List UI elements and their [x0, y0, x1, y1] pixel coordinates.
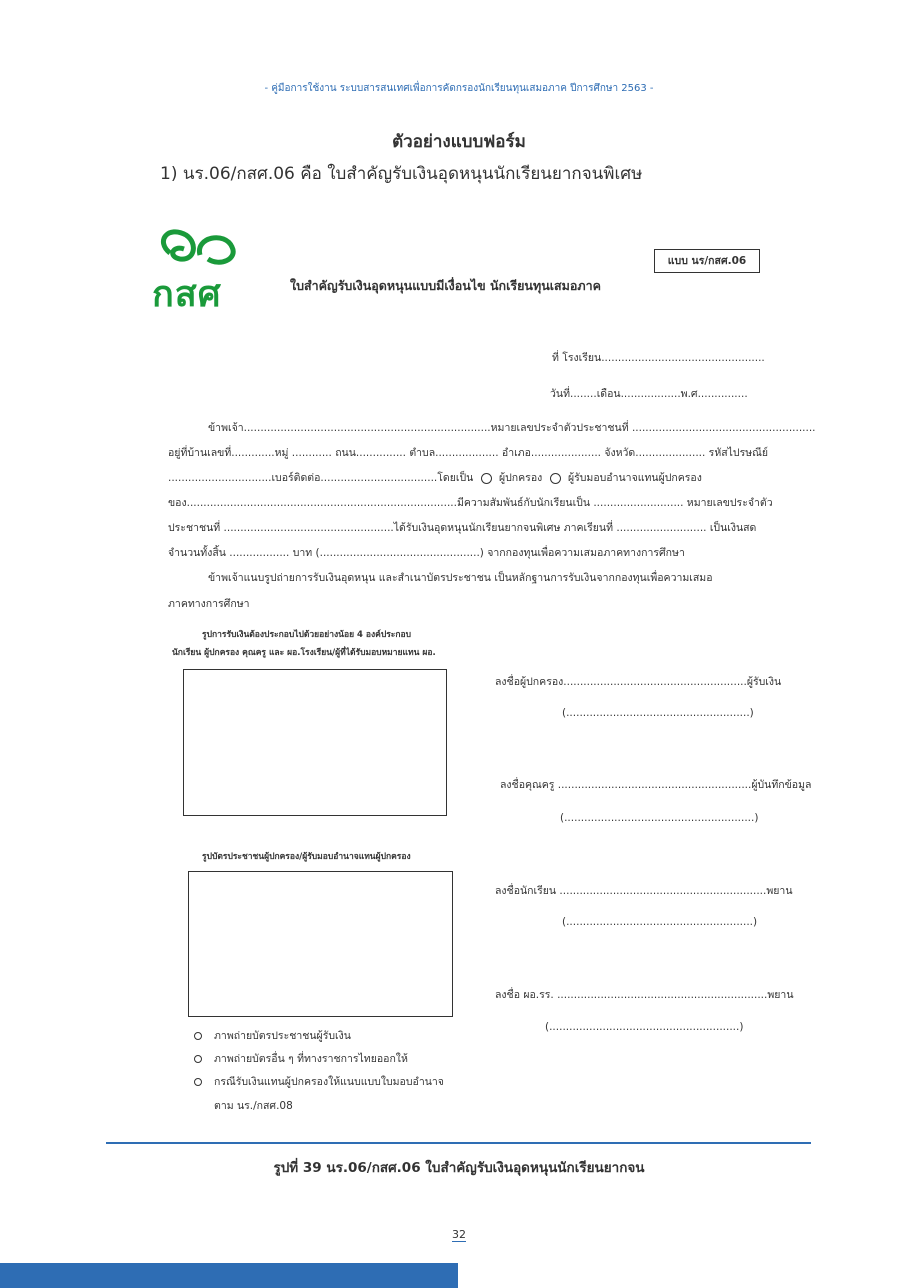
- signature-teacher: ลงชื่อคุณครู ..........................................................ผู้บันทึกข้อมูล: [500, 779, 812, 791]
- id-card-caption: รูปบัตรประชาชนผู้ปกครอง/ผู้รับมอบอำนาจแทนผู้ปกครอง: [202, 852, 411, 862]
- body-line: ประชาชนที่ ...................................................ได้รับเงินอุดหนุนนักเรียนยากจนพิเศษ ภาคเรียนที่ ........................... เป็นเงินสด: [168, 522, 757, 534]
- body-line: อยู่ที่บ้านเลขที่.............หมู่ ............ ถนน............... ตำบล................... อำเภอ..................... จังหวัด..................... รหัสไปรษณีย์: [168, 447, 769, 459]
- section-subtitle: 1) นร.06/กสศ.06 คือ ใบสำคัญรับเงินอุดหนุนนักเรียนยากจนพิเศษ: [160, 164, 643, 184]
- id-card-placeholder-box: [188, 871, 453, 1017]
- school-line: ที่ โรงเรียน.................................................: [552, 352, 765, 364]
- checklist-item: [194, 1027, 351, 1044]
- body-line: จำนวนทั้งสิ้น .................. บาท (................................................) จากกองทุนเพื่อความเสมอภาคทางการศึกษา: [168, 547, 685, 559]
- body-line-text: ...............................เบอร์ติดต่อ...................................โดยเป็น: [168, 472, 474, 484]
- footer-bar: [0, 1263, 458, 1288]
- option-proxy-label: ผู้รับมอบอำนาจแทนผู้ปกครอง: [567, 472, 702, 484]
- bullet-circle-icon: [194, 1032, 202, 1040]
- body-line: ภาคทางการศึกษา: [168, 598, 250, 610]
- running-header: - คู่มือการใช้งาน ระบบสารสนเทศเพื่อการคัดกรองนักเรียนทุนเสมอภาค ปีการศึกษา 2563 -: [264, 83, 654, 94]
- figure-rule: [106, 1142, 811, 1144]
- signature-director: ลงชื่อ ผอ.รร. ...............................................................พยาน: [495, 989, 794, 1001]
- page-number-text: 32: [452, 1228, 466, 1241]
- signature-name-paren: (.........................................................): [545, 1021, 744, 1033]
- date-line: วันที่........เดือน..................พ.ศ...............: [550, 388, 748, 400]
- page-number: [0, 1228, 918, 1241]
- form-code-box: แบบ นร/กสศ.06: [654, 249, 760, 273]
- signature-name-paren: (........................................................): [562, 916, 758, 928]
- body-line: ข้าพเจ้า..........................................................................หมายเลขประจำตัวประชาชนที่ .......................................................: [208, 422, 816, 434]
- signature-guardian: ลงชื่อผู้ปกครอง.......................................................ผู้รับเงิน: [495, 676, 782, 688]
- bullet-circle-icon: [194, 1055, 202, 1063]
- photo-placeholder-box: [183, 669, 447, 816]
- photo-caption: นักเรียน ผู้ปกครอง คุณครู และ ผอ.โรงเรียน/ผู้ที่ได้รับมอบหมายแทน ผอ.: [172, 648, 436, 658]
- radio-circle-icon: [550, 473, 561, 484]
- form-heading: ใบสำคัญรับเงินอุดหนุนแบบมีเงื่อนไข นักเรียนทุนเสมอภาค: [290, 278, 602, 293]
- checklist-continuation: ตาม นร./กสศ.08: [214, 1100, 293, 1112]
- figure-caption: รูปที่ 39 นร.06/กสศ.06 ใบสำคัญรับเงินอุดหนุนนักเรียนยากจน: [273, 1160, 645, 1176]
- logo-text: กสศ: [152, 274, 222, 315]
- bullet-circle-icon: [194, 1078, 202, 1086]
- signature-name-paren: (.........................................................): [560, 812, 759, 824]
- signature-name-paren: (.......................................................): [562, 707, 754, 719]
- section-title: ตัวอย่างแบบฟอร์ม: [392, 132, 526, 152]
- option-guardian-label: ผู้ปกครอง: [498, 472, 543, 484]
- signature-student: ลงชื่อนักเรียน ..............................................................พยาน: [495, 885, 793, 897]
- body-line-relationship: [168, 469, 730, 486]
- radio-circle-icon: [481, 473, 492, 484]
- checklist-item: [194, 1050, 408, 1067]
- checklist-label: กรณีรับเงินแทนผู้ปกครองให้แนบแบบใบมอบอำนาจ: [214, 1076, 444, 1088]
- checklist-item: [194, 1073, 444, 1090]
- body-line: ข้าพเจ้าแนบรูปถ่ายการรับเงินอุดหนุน และสำเนาบัตรประชาชน เป็นหลักฐานการรับเงินจากกองทุนเพื่อความเสมอ: [208, 572, 713, 584]
- photo-caption: รูปการรับเงินต้องประกอบไปด้วยอย่างน้อย 4 องค์ประกอบ: [202, 630, 412, 640]
- body-line: ของ.................................................................................มีความสัมพันธ์กับนักเรียนเป็น ........................... หมายเลขประจำตัว: [168, 497, 773, 509]
- form-scan: [150, 215, 816, 1120]
- checklist-label: ภาพถ่ายบัตรอื่น ๆ ที่ทางราชการไทยออกให้: [214, 1053, 408, 1065]
- checklist-label: ภาพถ่ายบัตรประชาชนผู้รับเงิน: [214, 1030, 351, 1042]
